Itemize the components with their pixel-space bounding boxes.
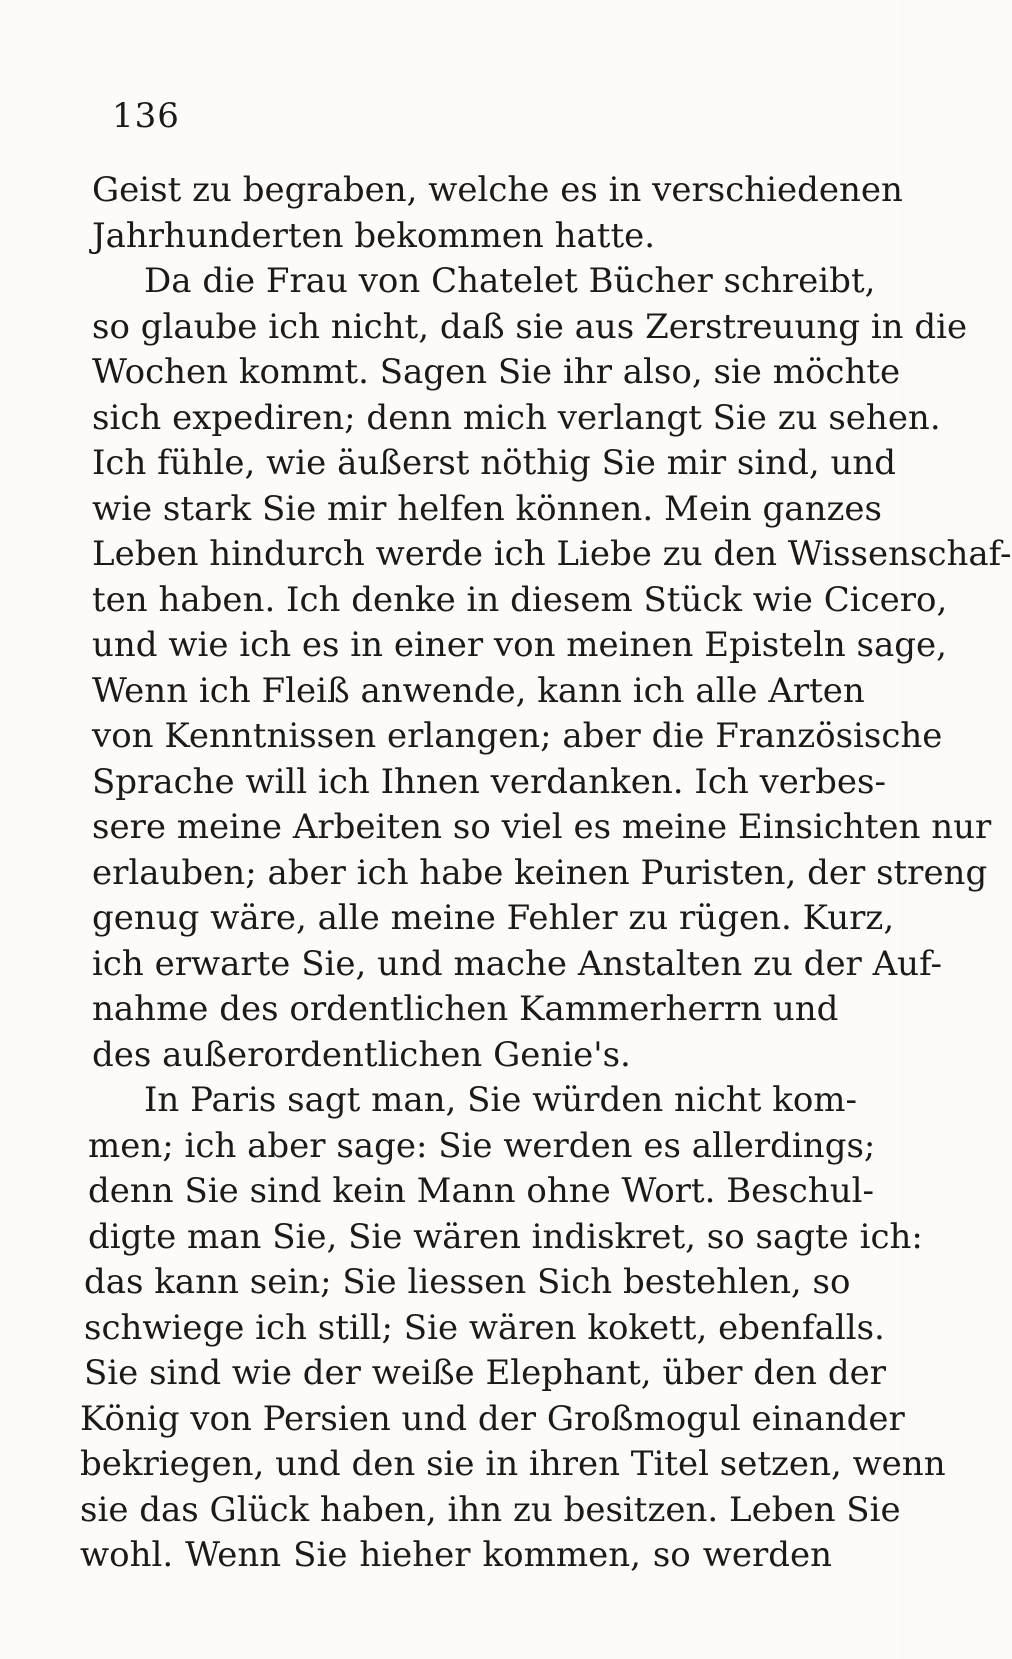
paragraph-start-line: Da die Frau von Chatelet Bücher schreibt, — [144, 261, 876, 301]
text-line: digte man Sie, Sie wären indiskret, so sagte ich: — [88, 1216, 923, 1257]
text-line: nahme des ordentlichen Kammerherrn und — [92, 989, 839, 1029]
text-line: erlauben; aber ich habe keinen Puristen, der streng — [92, 852, 988, 893]
text-line: schwiege ich still; Sie wären kokett, ebenfalls. — [84, 1307, 885, 1348]
text-line: Ich fühle, wie äußerst nöthig Sie mir sind, und — [92, 443, 897, 483]
text-line: König von Persien und der Großmogul einander — [80, 1398, 905, 1439]
text-line: so glaube ich nicht, daß sie aus Zerstreuung in die — [92, 306, 968, 347]
text-line: des außerordentlichen Genie's. — [92, 1034, 631, 1075]
text-line: Geist zu begraben, welche es in verschiedenen — [92, 170, 903, 210]
text-line: und wie ich es in einer von meinen Episteln sage, — [92, 625, 947, 665]
text-line: bekriegen, und den sie in ihren Titel setzen, wenn — [80, 1444, 946, 1484]
text-line: Wenn ich Fleiß anwende, kann ich alle Arten — [92, 670, 865, 711]
page-number: 136 — [112, 96, 180, 136]
text-line: denn Sie sind kein Mann ohne Wort. Beschul- — [88, 1171, 874, 1211]
text-line: sie das Glück haben, ihn zu besitzen. Leben Sie — [80, 1489, 901, 1530]
text-line: von Kenntnissen erlangen; aber die Französische — [92, 716, 943, 756]
text-line: genug wäre, alle meine Fehler zu rügen. Kurz, — [92, 898, 895, 938]
text-line: ten haben. Ich denke in diesem Stück wie Cicero, — [92, 579, 948, 620]
text-line: wie stark Sie mir helfen können. Mein ganzes — [92, 488, 882, 529]
text-line: Leben hindurch werde ich Liebe zu den Wissenschaf- — [92, 534, 1012, 574]
text-line: men; ich aber sage: Sie werden es allerdings; — [88, 1125, 876, 1166]
text-line: Jahrhunderten bekommen hatte. — [92, 215, 656, 256]
text-line: sich expediren; denn mich verlangt Sie zu sehen. — [92, 397, 941, 438]
text-line: das kann sein; Sie liessen Sich bestehlen, so — [84, 1262, 851, 1302]
text-line: Wochen kommt. Sagen Sie ihr also, sie möchte — [92, 352, 901, 392]
text-line: Sie sind wie der weiße Elephant, über den der — [84, 1353, 886, 1393]
text-line: ich erwarte Sie, und mache Anstalten zu der Auf- — [92, 943, 942, 984]
body-text — [80, 168, 1012, 1579]
text-line: wohl. Wenn Sie hieher kommen, so werden — [80, 1535, 832, 1575]
text-line: Sprache will ich Ihnen verdanken. Ich verbes- — [92, 761, 886, 802]
paragraph-start-line: In Paris sagt man, Sie würden nicht kom- — [144, 1080, 858, 1120]
text-line: sere meine Arbeiten so viel es meine Einsichten nur — [92, 807, 992, 847]
